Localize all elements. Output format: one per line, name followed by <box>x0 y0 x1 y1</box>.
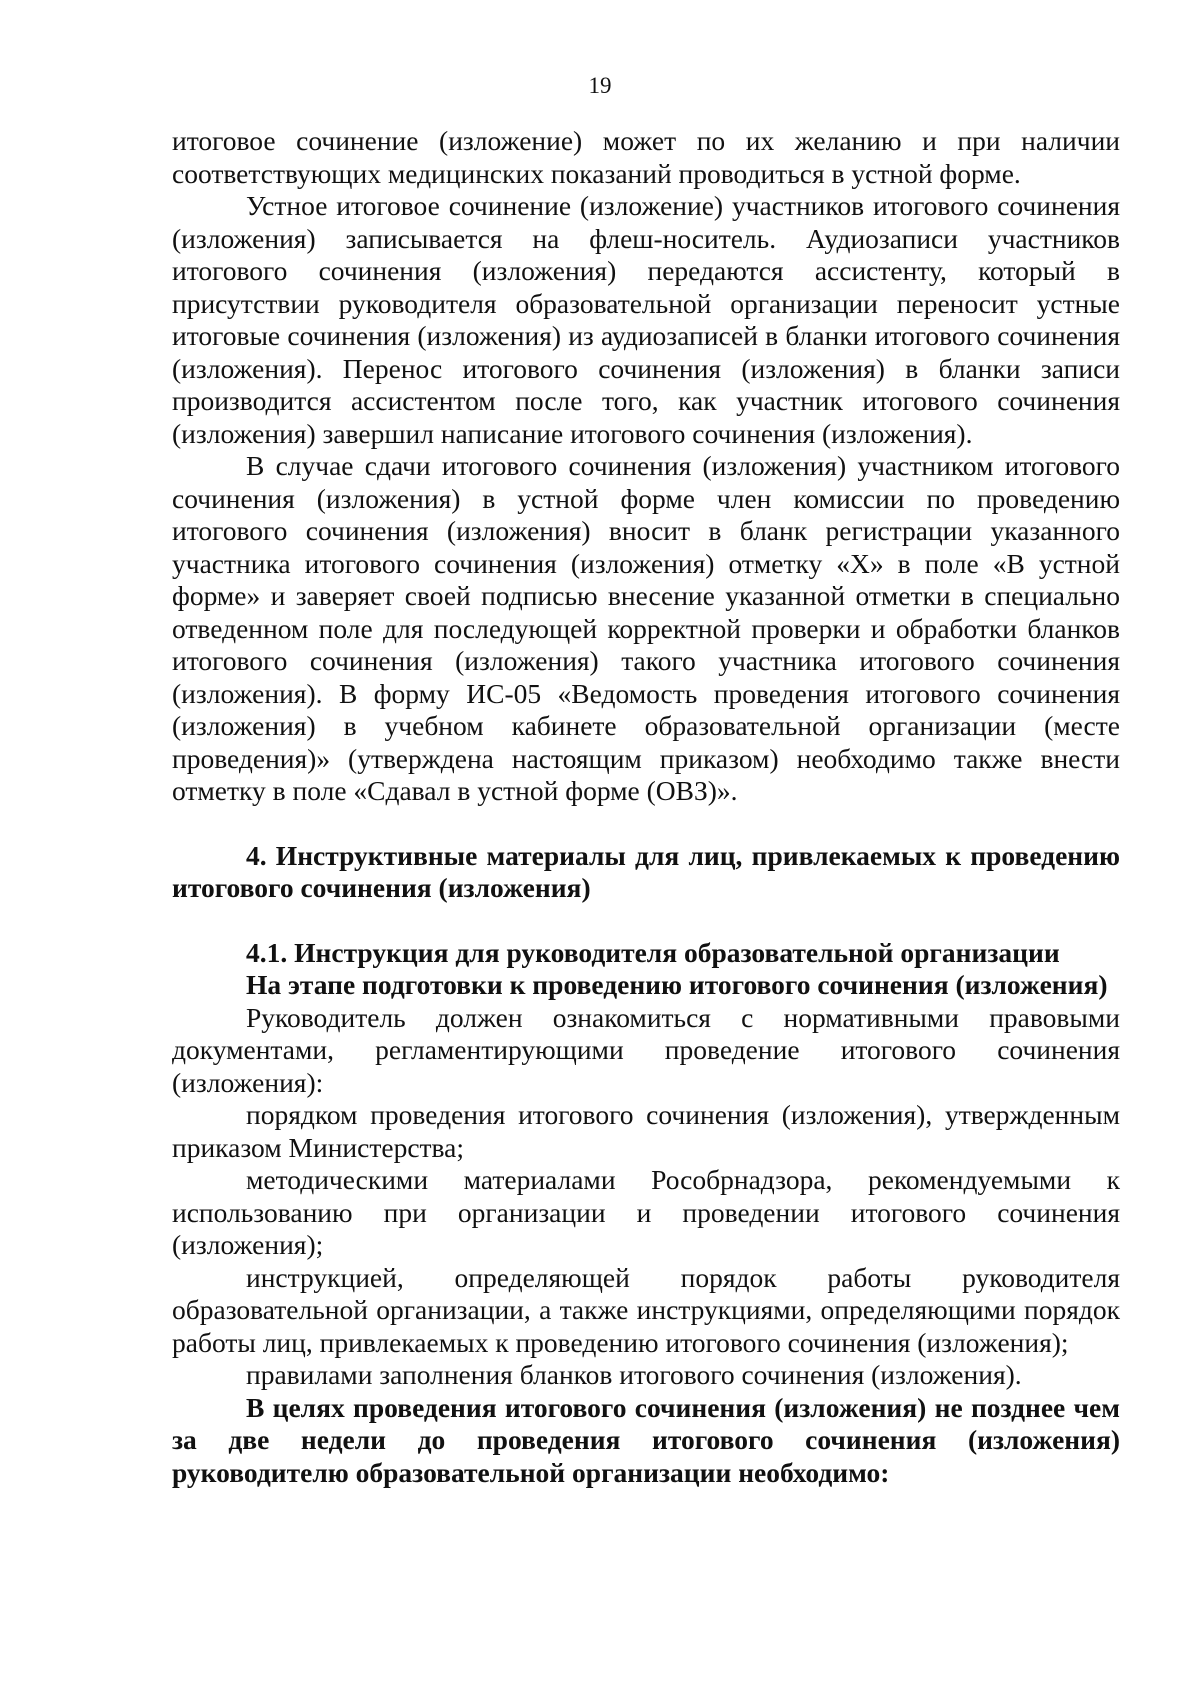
page-content <box>172 125 1120 1489</box>
paragraph-oral-essay-recording: Устное итоговое сочинение (изложение) участников итогового сочинения (изложения) записывается на флеш-носитель. Аудиозаписи участников итогового сочинения (изложения) передаются ассистенту, который в присутствии руководителя образовательной организации переносит устные итоговые сочинения (изложения) из аудиозаписей в бланки итогового сочинения (изложения). Перенос итогового сочинения (изложения) в бланки записи производится ассистентом после того, как участник итогового сочинения (изложения) завершил написание итогового сочинения (изложения). <box>172 190 1120 449</box>
paragraph-two-weeks-before: В целях проведения итогового сочинения (изложения) не позднее чем за две недели до проведения итогового сочинения (изложения) руководителю образовательной организации необходимо: <box>172 1391 1120 1488</box>
subsection-heading-4-1: 4.1. Инструкция для руководителя образовательной организации <box>246 936 1060 968</box>
paragraph-continuation: итоговое сочинение (изложение) может по их желанию и при наличии соответствующих медицинских показаний проводиться в устной форме. <box>172 125 1120 189</box>
paragraph-oral-form-mark: В случае сдачи итогового сочинения (изложения) участником итогового сочинения (изложения) в устной форме член комиссии по проведению итогового сочинения (изложения) вносит в бланк регистрации указанного участника итогового сочинения (изложения) отметку «Х» в поле «В устной форме» и заверяет своей подписью внесение указанной отметки в специально отведенном поле для последующей корректной проверки и обработки бланков итогового сочинения (изложения) такого участника итогового сочинения (изложения). В форму ИС-05 «Ведомость проведения итогового сочинения (изложения) в учебном кабинете образовательной организации (месте проведения)» (утверждена настоящим приказом) необходимо также внести отметку в поле «Сдавал в устной форме (ОВЗ)». <box>172 450 1120 806</box>
list-item-procedure: порядком проведения итогового сочинения (изложения), утвержденным приказом Министерства; <box>172 1099 1120 1163</box>
list-item-filling-rules: правилами заполнения бланков итогового сочинения (изложения). <box>246 1359 1022 1390</box>
stage-heading: На этапе подготовки к проведению итогового сочинения (изложения) <box>246 969 1108 1000</box>
page-number: 19 <box>588 73 612 98</box>
list-item-instructions: инструкцией, определяющей порядок работы руководителя образовательной организации, а также инструкциями, определяющими порядок работы лиц, привлекаемых к проведению итогового сочинения (изложения); <box>172 1261 1120 1358</box>
paragraph-head-must-review: Руководитель должен ознакомиться с нормативными правовыми документами, регламентирующими проведение итогового сочинения (изложения): <box>172 1001 1120 1098</box>
list-item-methodical-materials: методическими материалами Рособрнадзора, рекомендуемыми к использованию при организации и проведении итогового сочинения (изложения); <box>172 1164 1120 1260</box>
section-heading-4: 4. Инструктивные материалы для лиц, привлекаемых к проведению итогового сочинения (изложения) <box>172 839 1120 903</box>
